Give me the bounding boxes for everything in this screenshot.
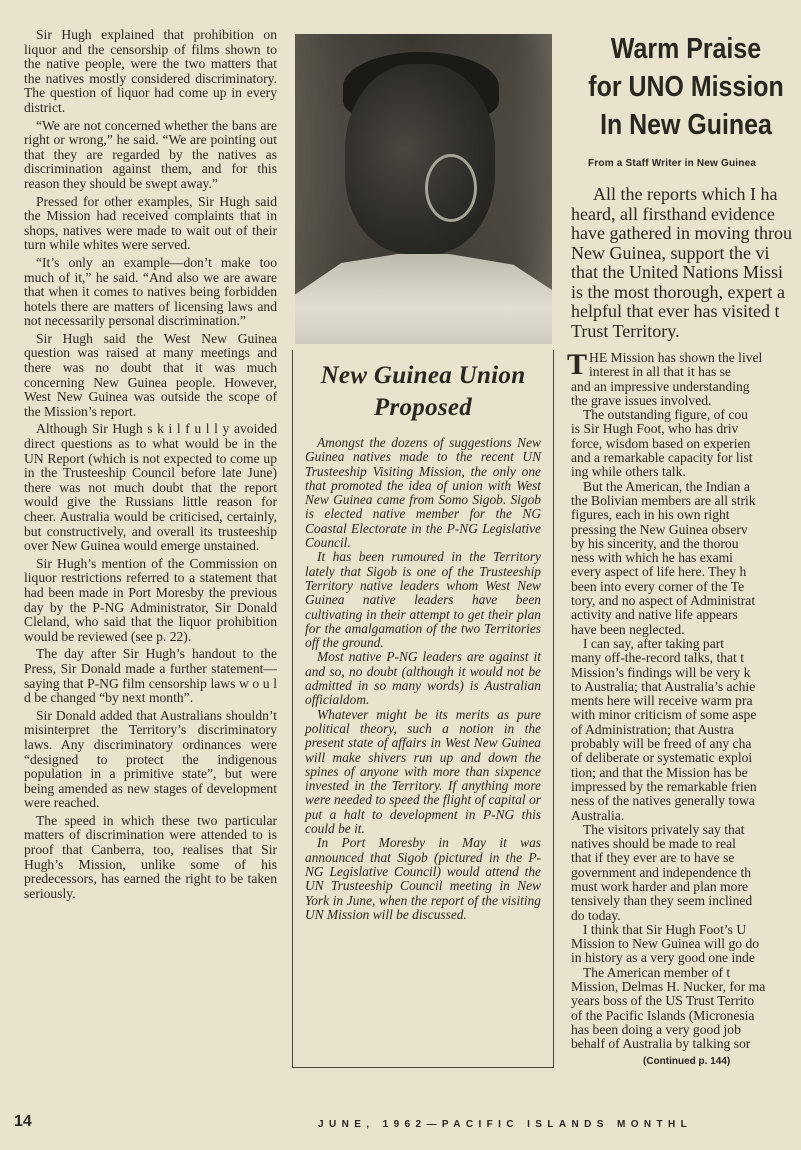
running-title: JUNE, 1962—PACIFIC ISLANDS MONTHL (318, 1119, 693, 1130)
paragraph: “We are not concerned whether the bans are right or wrong,” he said. “We are pointing out that they are regarded by the natives as discrimination against them, and for this reason they should be swept away.” (24, 117, 277, 191)
article-line: every aspect of life here. They h (571, 564, 747, 580)
page-footer (0, 1113, 801, 1137)
article-line: ness with which he has exami (571, 550, 733, 566)
article-line: that if they ever are to have se (571, 850, 735, 866)
byline: From a Staff Writer in New Guinea (588, 158, 757, 169)
article-line: of deliberate or systematic exploi (571, 750, 753, 766)
sidebar-paragraph: Whatever might be its merits as pure political theory, such a notion in the present state of affairs in West New Guinea will make shivers run up and down the spines of anyone with more than sixpence invested in the Territory. If anything more were needed to speed the flight of capital or put a halt to development in P-NG this could be it. (305, 706, 541, 837)
article-line: figures, each in his own right (571, 507, 730, 523)
sidebar-paragraph: Amongst the dozens of suggestions New Guinea natives made to the recent UN Trusteeship Visiting Mission, the only one that promoted the idea of union with West New Guinea came from Somo Sigob. Sigob is elected native member for the NG Coastal Electorate in the P-NG Legislative Council. (305, 435, 541, 551)
lead-paragraph (571, 185, 801, 341)
paragraph: Sir Hugh explained that prohibition on liquor and the censorship of films shown to the native people, were the two matters that the natives mostly considered discriminatory. The question of liquor had come up in every district. (24, 27, 277, 115)
article-line: natives should be made to real (571, 836, 736, 852)
article-line: probably will be freed of any cha (571, 736, 752, 752)
article-line: activity and native life appears (571, 607, 738, 623)
paragraph: Sir Hugh said the West New Guinea question was raised at many meetings and there was no doubt that it was much concerning New Guinea people. However, West New Guinea was outside the scope of the Mission’s report. (24, 330, 277, 419)
article-line: I think that Sir Hugh Foot’s U (583, 921, 747, 937)
article-line: Australia. (571, 807, 625, 823)
article-line: with minor criticism of some aspe (571, 707, 757, 723)
headline-line: Warm Praise (610, 33, 762, 65)
continued-note: (Continued p. 144) (643, 1055, 731, 1067)
article-line: has been doing a very good job (571, 1021, 741, 1037)
lead-line: is the most thorough, expert a (571, 281, 785, 302)
headline (571, 30, 801, 144)
article-line: The visitors privately say that (583, 821, 745, 837)
article-line: government and independence th (571, 864, 752, 880)
lead-line: Trust Territory. (571, 320, 680, 341)
article-line: HE Mission has shown the livel (589, 350, 763, 365)
lead-line: helpful that ever has visited t (571, 301, 780, 321)
article-line: and an impressive understanding (571, 378, 750, 394)
article-line: years boss of the US Trust Territo (571, 993, 755, 1009)
article-line: Mission to New Guinea will go do (571, 936, 760, 952)
article-line: The American member of t (583, 964, 731, 980)
article-line: I can say, after taking part (583, 635, 725, 651)
article-line: pressing the New Guinea observ (571, 521, 748, 537)
sidebar-text (305, 436, 541, 922)
article-line: interest in all that it has se (589, 364, 731, 380)
paragraph: The speed in which these two particular matters of discrimination were attended to is proof that Canberra, too, realises that Sir Hugh’s Mission, unlike some of his predecessors, has earned the right to be taken seriously. (24, 812, 277, 901)
article-line: the grave issues involved. (571, 392, 712, 408)
article-line: do today. (571, 907, 621, 923)
paragraph: Sir Hugh’s mention of the Commission on liquor restrictions referred to a statement that had been made in Port Moresby the previous day by the P-NG Administrator, Sir Donald Cleland, who said that the liquor prohibition would be reviewed (see p. 22). (24, 555, 277, 644)
right-article-column (567, 30, 801, 1100)
lead-line: New Guinea, support the vi (571, 242, 770, 263)
paragraph: “It’s only an example—don’t make too much of it,” he said. “And also we are aware that when it comes to natives being forbidden hotels there are matters of licensing laws and not necessarily personal discrimination.” (24, 254, 277, 329)
article-line: been into every corner of the Te (571, 578, 745, 594)
article-line: ments here will receive warm pra (571, 693, 753, 709)
page-number: 14 (14, 1113, 32, 1130)
article-line: of Administration; that Austra (571, 721, 734, 737)
article-line: the Bolivian members are all strik (571, 492, 756, 508)
article-line: must work harder and plan more (571, 878, 749, 894)
sidebar-paragraph: Most native P-NG leaders are against it and so, no doubt (although it would not be admitted in so many words) is Australian officialdom. (305, 649, 541, 708)
article-line: tory, and no aspect of Administrat (571, 593, 756, 609)
lead-line: All the reports which I ha (593, 184, 778, 204)
article-line: Mission, Delmas H. Nucker, for ma (571, 979, 766, 995)
article-line: But the American, the Indian a (583, 478, 750, 494)
drop-cap: T (567, 348, 588, 381)
article-line: force, wisdom based on experien (571, 435, 751, 451)
article-line: The outstanding figure, of cou (583, 407, 748, 423)
article-line: behalf of Australia by talking sor (571, 1036, 751, 1052)
sidebar-box (292, 350, 554, 1068)
box-title: New Guinea Union Proposed (320, 362, 526, 421)
article-line: of the Pacific Islands (Micronesia (571, 1007, 755, 1023)
article-line: tensively than they seem inclined (571, 893, 753, 909)
article-line: ness of the natives generally towa (571, 793, 755, 809)
paragraph: Sir Donald added that Australians shouldn’t misinterpret the Territory’s discriminatory laws. Any discriminatory ordinances were “designed to protect the indigenous population in a primitive state”, but were being amended as new stages of development were reached. (24, 707, 277, 811)
article-line: to Australia; that Australia’s achie (571, 678, 756, 694)
middle-column (292, 34, 554, 1068)
paragraph: Pressed for other examples, Sir Hugh said the Mission had received complaints that in shops, natives were made to wait out of their turn while whites were served. (24, 193, 277, 253)
portrait-photo (295, 34, 552, 342)
sidebar-paragraph: In Port Moresby in May it was announced that Sigob (pictured in the P-NG Legislative Council) would attend the UN Trusteeship Council meeting in New York in June, when the report of the visiting UN Mission will be discussed. (305, 835, 541, 922)
article-line: ing while others talk. (571, 464, 686, 480)
article-line: have been neglected. (571, 621, 685, 637)
article-line: tion; and that the Mission has be (571, 764, 748, 780)
paragraph: Although Sir Hugh s k i l f u l l y avoided direct questions as to what would be in the UN Report (which is not expected to come up in the Trusteeship Council before late June) there was not much doubt that the report would give the Russians little reason for cheer. Australia would be criticised, certainly, but constructively, and overall its trusteeship over New Guinea would emerge unstained. (24, 421, 277, 554)
headset-icon (425, 154, 477, 222)
lead-line: have gathered in moving throu (571, 223, 792, 243)
article-line: Mission’s findings will be very k (571, 664, 751, 680)
article-line: many off-the-record talks, that t (571, 650, 745, 666)
article-line: impressed by the remarkable frien (571, 778, 757, 794)
article-line: by his sincerity, and the thorou (571, 535, 739, 551)
lead-line: heard, all firsthand evidence (571, 203, 775, 224)
headline-line: In New Guinea (600, 109, 772, 141)
left-article-column (24, 28, 277, 904)
article-line: in history as a very good one inde (571, 950, 755, 966)
article-line: and a remarkable capacity for list (571, 450, 753, 466)
paragraph: The day after Sir Hugh’s handout to the Press, Sir Donald made a further statement—saying that P-NG film censorship laws w o u l d be changed “by next month”. (24, 646, 277, 706)
headline-line: for UNO Mission (588, 71, 784, 103)
article-line: is Sir Hugh Foot, who has driv (571, 421, 739, 437)
article-body (567, 348, 801, 1052)
lead-line: that the United Nations Missi (571, 262, 783, 282)
sidebar-paragraph: It has been rumoured in the Territory lately that Sigob is one of the Trusteeship Territory native leaders whom West New Guinea native leaders have been cultivating in their attempt to get their plan for the amalgamation of the two Territories off the ground. (305, 549, 541, 651)
